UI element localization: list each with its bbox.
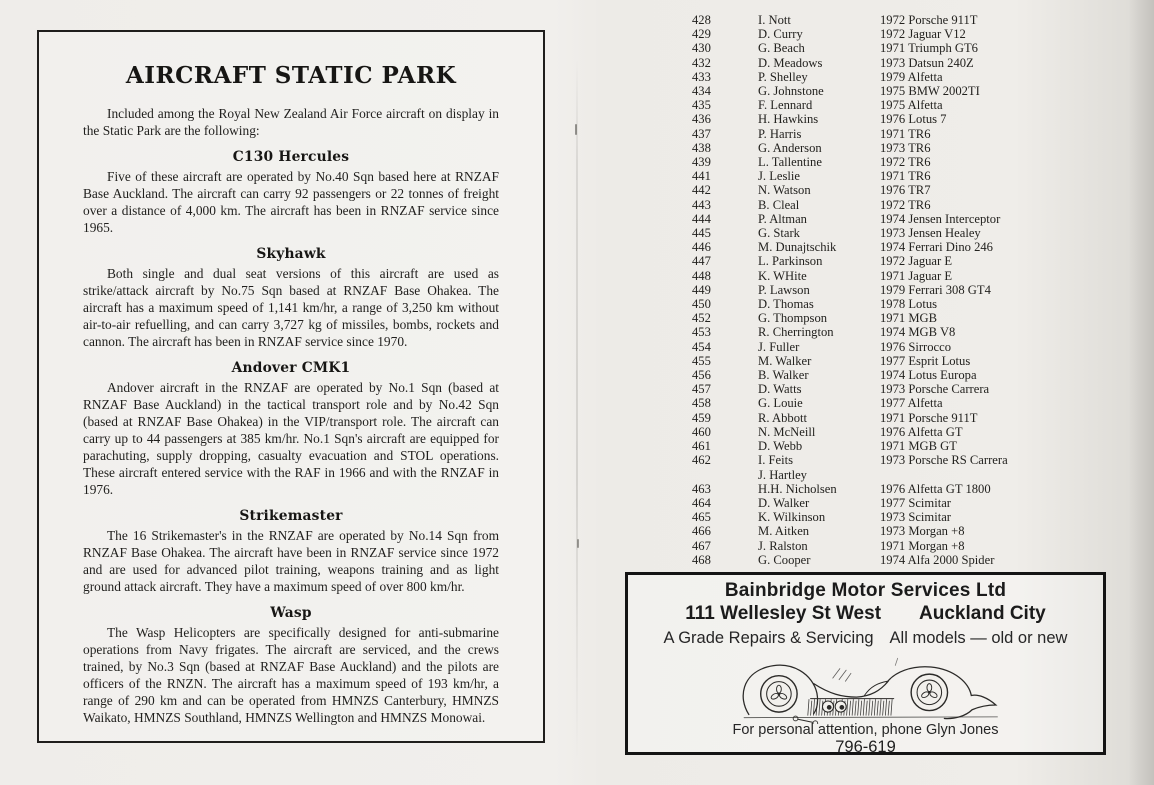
entry-number: 442 <box>692 183 711 198</box>
entry-number: 468 <box>692 552 711 567</box>
ad-services-line <box>628 629 1103 648</box>
entrant-name: G. Thompson <box>758 311 828 326</box>
entry-number: 438 <box>692 140 711 155</box>
car-model: 1971 Porsche 911T <box>880 410 978 425</box>
section-paragraph: Five of these aircraft are operated by No.40 Sqn based here at RNZAF Base Auckland. The aircraft can carry 92 passengers or 22 tonnes of freight over a distance of 4,000 km. The aircraft has been in RNZAF service since 1965. <box>83 169 499 235</box>
entrant-name: P. Altman <box>758 211 807 226</box>
entrant-name: P. Lawson <box>758 282 810 297</box>
entrant-list <box>692 13 1116 567</box>
ad-phone-number: 796-619 <box>835 738 896 756</box>
entry-number: 453 <box>692 325 711 340</box>
entry-number: 435 <box>692 98 711 113</box>
table-row <box>692 297 1116 311</box>
table-row <box>692 283 1116 297</box>
entry-number: 449 <box>692 282 711 297</box>
aircraft-static-park-page <box>37 30 545 743</box>
section-heading: Strikemaster <box>239 508 343 524</box>
section-paragraph: The 16 Strikemaster's in the RNZAF are operated by No.14 Sqn from RNZAF Base Ohakea. The aircraft have been in RNZAF service since 1972 and are used for advanced pilot training, weapons training and as light ground attack aircraft. They have a maximum speed of over 800 km/hr. <box>83 528 499 594</box>
car-model: 1976 Alfetta GT 1800 <box>880 481 991 496</box>
car-model: 1972 TR6 <box>880 197 931 212</box>
entrant-name: M. Walker <box>758 353 812 368</box>
entry-number: 467 <box>692 538 711 553</box>
car-model: 1979 Ferrari 308 GT4 <box>880 282 991 297</box>
ad-services-right: All models — old or new <box>889 629 1068 647</box>
car-model: 1977 Alfetta <box>880 396 943 411</box>
car-model: 1974 MGB V8 <box>880 325 956 340</box>
car-model: 1971 TR6 <box>880 169 931 184</box>
table-row <box>692 269 1116 283</box>
entry-number: 446 <box>692 240 711 255</box>
entry-number: 447 <box>692 254 711 269</box>
entrant-name: B. Cleal <box>758 197 800 212</box>
entry-number: 462 <box>692 453 711 468</box>
scan-artifact <box>577 539 579 548</box>
section-heading: C130 Hercules <box>232 149 350 165</box>
entrant-name: F. Lennard <box>758 98 813 113</box>
entrant-name: D. Watts <box>758 382 802 397</box>
entry-number: 443 <box>692 197 711 212</box>
entrant-name: R. Cherrington <box>758 325 834 340</box>
entry-number: 436 <box>692 112 711 127</box>
car-model: 1973 Porsche Carrera <box>880 382 990 397</box>
table-row <box>692 127 1116 141</box>
car-model: 1977 Esprit Lotus <box>880 353 971 368</box>
car-model: 1976 Alfetta GT <box>880 424 963 439</box>
table-row <box>692 368 1116 382</box>
entry-number: 439 <box>692 155 711 170</box>
table-row <box>692 510 1116 524</box>
car-model: 1971 Triumph GT6 <box>880 41 978 56</box>
table-row <box>692 453 1116 467</box>
car-model: 1974 Alfa 2000 Spider <box>880 552 995 567</box>
entry-number: 432 <box>692 55 711 70</box>
entry-number: 450 <box>692 297 711 312</box>
entrant-name: D. Walker <box>758 495 810 510</box>
entry-number: 444 <box>692 211 711 226</box>
entrant-name: G. Stark <box>758 226 800 241</box>
table-row <box>692 524 1116 538</box>
entry-number: 433 <box>692 69 711 84</box>
entry-number: 465 <box>692 510 711 525</box>
table-row <box>692 56 1116 70</box>
car-model: 1973 Scimitar <box>880 510 952 525</box>
car-model: 1974 Ferrari Dino 246 <box>880 240 993 255</box>
entry-number: 461 <box>692 439 711 454</box>
car-model: 1974 Jensen Interceptor <box>880 211 1001 226</box>
entrant-name: P. Shelley <box>758 69 808 84</box>
table-row <box>692 496 1116 510</box>
ad-city: Auckland City <box>919 603 1046 624</box>
entrant-name: H. Hawkins <box>758 112 819 127</box>
entrant-name: P. Harris <box>758 126 802 141</box>
entrant-name: M. Aitken <box>758 524 810 539</box>
car-model: 1972 Porsche 911T <box>880 13 978 27</box>
entrant-name: N. McNeill <box>758 424 816 439</box>
table-row <box>692 112 1116 126</box>
table-row <box>692 411 1116 425</box>
ad-address-line <box>628 603 1103 625</box>
entrant-name: G. Johnstone <box>758 84 824 99</box>
section-paragraph: Both single and dual seat versions of this aircraft are used as strike/attack aircraft by No.75 Sqn based at RNZAF Base Ohakea. The aircraft has a maximum speed of 1,141 km/hr, a range of 3,250 km without air-to-air refuelling, and can carry 3,727 kg of missiles, bombs, rockets and cannon. The aircraft has been in RNZAF service since 1970. <box>83 266 499 349</box>
advertisement <box>625 572 1106 755</box>
entrant-name: M. Dunajtschik <box>758 240 837 255</box>
entry-number: 457 <box>692 382 711 397</box>
car-model: 1973 Morgan +8 <box>880 524 965 539</box>
entry-number: 464 <box>692 495 711 510</box>
entrant-name: I. Feits <box>758 453 793 468</box>
entrant-name: J. Hartley <box>758 467 807 482</box>
entry-number: 441 <box>692 169 711 184</box>
entry-number: 458 <box>692 396 711 411</box>
car-model: 1976 TR7 <box>880 183 931 198</box>
entry-number: 448 <box>692 268 711 283</box>
ad-attention-line: For personal attention, phone Glyn Jones <box>732 722 999 738</box>
table-row <box>692 70 1116 84</box>
table-row <box>692 27 1116 41</box>
table-row <box>692 155 1116 169</box>
entrant-name: H.H. Nicholsen <box>758 481 837 496</box>
table-row <box>692 13 1116 27</box>
ad-street: 111 Wellesley St West <box>685 603 882 624</box>
car-model: 1974 Lotus Europa <box>880 368 977 383</box>
entrant-name: G. Beach <box>758 41 805 56</box>
car-model: 1972 Jaguar E <box>880 254 953 269</box>
page-edge-shadow <box>1128 0 1154 785</box>
entrant-name: L. Parkinson <box>758 254 823 269</box>
page-title: AIRCRAFT STATIC PARK <box>125 62 457 89</box>
entrant-name: J. Leslie <box>758 169 800 184</box>
page-gutter-crease <box>576 60 578 760</box>
intro-paragraph: Included among the Royal New Zealand Air Force aircraft on display in the Static Park are the following: <box>83 106 499 138</box>
entrant-name: J. Fuller <box>758 339 800 354</box>
ad-company-name: Bainbridge Motor Services Ltd <box>724 580 1007 601</box>
entry-number: 455 <box>692 353 711 368</box>
table-row <box>692 425 1116 439</box>
table-row <box>692 482 1116 496</box>
car-model: 1971 TR6 <box>880 126 931 141</box>
entry-number: 459 <box>692 410 711 425</box>
table-row <box>692 396 1116 410</box>
entry-number: 445 <box>692 226 711 241</box>
entry-number: 437 <box>692 126 711 141</box>
entry-number: 454 <box>692 339 711 354</box>
table-row <box>692 539 1116 553</box>
entrant-name: D. Thomas <box>758 297 814 312</box>
section-heading: Wasp <box>270 605 312 621</box>
table-row <box>692 141 1116 155</box>
vintage-sports-car-sketch-icon <box>701 648 1031 724</box>
car-model: 1971 MGB GT <box>880 439 957 454</box>
entrant-name: J. Ralston <box>758 538 808 553</box>
car-model: 1971 Jaguar E <box>880 268 953 283</box>
car-model: 1972 Jaguar V12 <box>880 27 966 42</box>
entrant-name: D. Curry <box>758 27 803 42</box>
car-model: 1976 Lotus 7 <box>880 112 947 127</box>
table-row <box>692 340 1116 354</box>
table-row <box>692 468 1116 482</box>
entrant-name: G. Anderson <box>758 140 822 155</box>
entry-number: 460 <box>692 424 711 439</box>
table-row <box>692 98 1116 112</box>
table-row <box>692 553 1116 567</box>
entrant-name: N. Watson <box>758 183 811 198</box>
car-model: 1973 Jensen Healey <box>880 226 981 241</box>
entry-number: 430 <box>692 41 711 56</box>
car-model: 1973 Porsche RS Carrera <box>880 453 1008 468</box>
car-model: 1971 MGB <box>880 311 938 326</box>
entrant-name: D. Webb <box>758 439 803 454</box>
section-heading: Andover CMK1 <box>231 360 351 376</box>
car-model <box>880 468 1116 482</box>
car-model: 1972 TR6 <box>880 155 931 170</box>
car-model: 1976 Sirrocco <box>880 339 951 354</box>
entry-number: 428 <box>692 13 711 27</box>
entrant-name: G. Cooper <box>758 552 811 567</box>
entrant-name: K. Wilkinson <box>758 510 826 525</box>
car-model: 1973 Datsun 240Z <box>880 55 974 70</box>
entry-number: 429 <box>692 27 711 42</box>
section-heading: Skyhawk <box>256 246 326 262</box>
section-paragraph: The Wasp Helicopters are specifically designed for anti-submarine operations from Navy frigates. The aircraft are serviced, and the crews trained, by No.3 Sqn (based at RNZAF Base Auckland) and the pilots are officers of the RNZN. The aircraft has a maximum speed of 193 km/hr, a range of 290 km and can be operated from HMNZS Canterbury, HMNZS Waikato, HMNZS Southland, HMNZS Wellington and HMNZS Monowai. <box>83 625 499 725</box>
entrant-name: G. Louie <box>758 396 803 411</box>
section-paragraph: Andover aircraft in the RNZAF are operated by No.1 Sqn (based at RNZAF Base Auckland) in the tactical transport role and by No.42 Sqn (based at RNZAF Base Ohakea) in the VIP/transport role. The aircraft can carry up to 44 passengers at 385 km/hr. No.1 Sqn's aircraft are equipped for parachuting, supply dropping, casualty evacuation and STOL operations. These aircraft entered service with the RAF in 1966 and with the RNZAF in 1976. <box>83 380 499 497</box>
car-model: 1978 Lotus <box>880 297 938 312</box>
table-row <box>692 382 1116 396</box>
table-row <box>692 183 1116 197</box>
table-row <box>692 212 1116 226</box>
ad-services-left: A Grade Repairs & Servicing <box>663 629 874 647</box>
entry-number: 434 <box>692 84 711 99</box>
car-model: 1977 Scimitar <box>880 495 952 510</box>
aircraft-sections <box>83 149 499 726</box>
entrant-name: L. Tallentine <box>758 155 822 170</box>
table-row <box>692 240 1116 254</box>
table-row <box>692 84 1116 98</box>
car-model: 1973 TR6 <box>880 140 931 155</box>
entry-number <box>692 468 758 482</box>
car-model: 1971 Morgan +8 <box>880 538 965 553</box>
entrant-name: I. Nott <box>758 13 791 27</box>
table-row <box>692 41 1116 55</box>
car-model: 1975 BMW 2002TI <box>880 84 980 99</box>
entrant-name: D. Meadows <box>758 55 823 70</box>
table-row <box>692 325 1116 339</box>
entrant-name: R. Abbott <box>758 410 807 425</box>
table-row <box>692 198 1116 212</box>
car-model: 1979 Alfetta <box>880 69 943 84</box>
entry-number: 452 <box>692 311 711 326</box>
table-row <box>692 169 1116 183</box>
entrant-name: K. WHite <box>758 268 807 283</box>
table-row <box>692 439 1116 453</box>
car-model: 1975 Alfetta <box>880 98 943 113</box>
entrant-name: B. Walker <box>758 368 809 383</box>
entry-number: 466 <box>692 524 711 539</box>
table-row <box>692 254 1116 268</box>
entry-number: 456 <box>692 368 711 383</box>
table-row <box>692 311 1116 325</box>
scan-artifact <box>575 124 577 135</box>
entry-number: 463 <box>692 481 711 496</box>
table-row <box>692 354 1116 368</box>
table-row <box>692 226 1116 240</box>
